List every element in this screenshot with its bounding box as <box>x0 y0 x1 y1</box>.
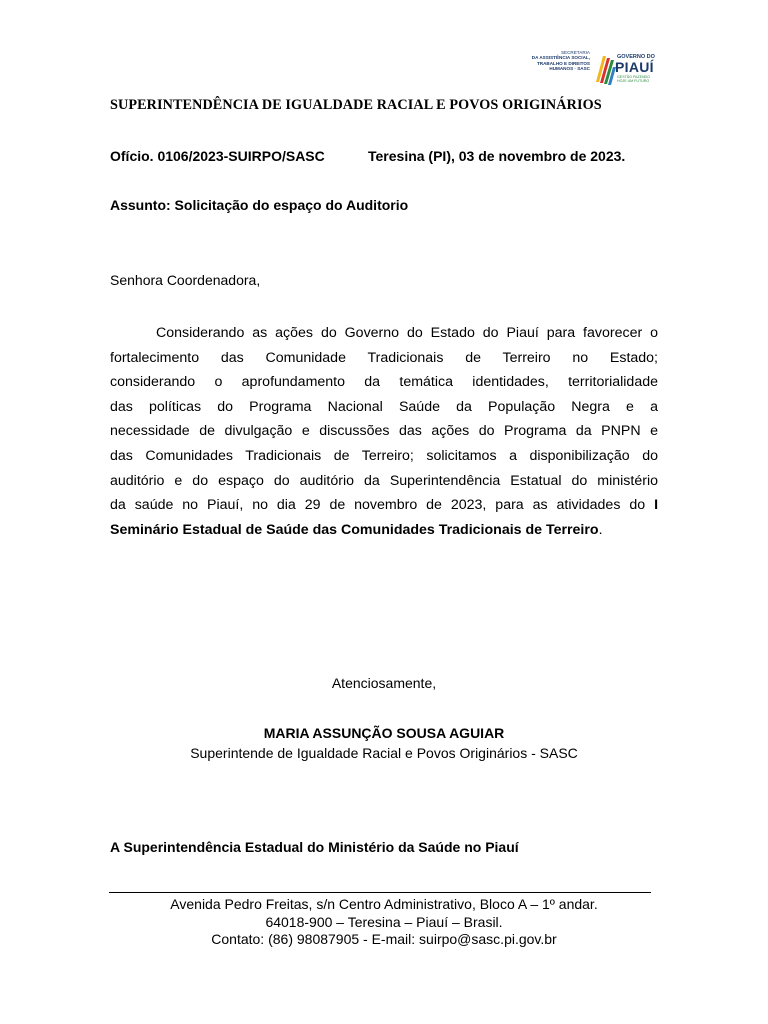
body-line: auditório e do espaço do auditório da Superintendência Estatual do ministério <box>110 472 658 489</box>
government-logo <box>508 50 655 88</box>
footer-city: 64018-900 – Teresina – Piauí – Brasil. <box>265 913 503 930</box>
gov-label: GOVERNO DO <box>617 54 655 60</box>
oficio-number: Ofício. 0106/2023-SUIRPO/SASC <box>110 148 325 164</box>
body-line: necessidade de divulgação e discussões das ações do Programa da PNPN e <box>110 423 658 440</box>
date-line: Teresina (PI), 03 de novembro de 2023. <box>368 148 626 164</box>
closing: Atenciosamente, <box>331 675 437 691</box>
header-title: SUPERINTENDÊNCIA DE IGUALDADE RACIAL E POVOS ORIGINÁRIOS <box>110 97 602 113</box>
salutation: Senhora Coordenadora, <box>110 272 261 288</box>
body-line: fortalecimento das Comunidade Tradicionais de Terreiro no Estado; <box>110 349 658 366</box>
body-line: das políticas do Programa Nacional Saúde da População Negra e a <box>110 398 658 415</box>
footer <box>0 896 768 949</box>
body-line: Considerando as ações do Governo do Estado do Piauí para favorecer o <box>156 325 658 341</box>
state-name: PIAUÍ <box>615 59 654 75</box>
body-line: considerando o aprofundamento da temática identidades, territorialidade <box>110 374 658 391</box>
recipient: A Superintendência Estadual do Ministério da Saúde no Piauí <box>110 839 519 855</box>
logo-tagline: GESTÃO FAZENDO HOJE UM FUTURO <box>617 75 650 83</box>
secretariat-name: SECRETARIA DA ASSISTÊNCIA SOCIAL, TRABALHO E DIREITOS HUMANOS · SASC <box>531 50 590 71</box>
footer-divider <box>109 892 651 893</box>
signer-name: MARIA ASSUNÇÃO SOUSA AGUIAR <box>263 725 505 741</box>
stripes-emblem-icon <box>594 52 616 86</box>
body-line: das Comunidades Tradicionais de Terreiro; solicitamos a disponibilização do <box>110 447 658 464</box>
event-name: Seminário Estadual de Saúde das Comunidades Tradicionais de Terreiro <box>110 521 599 538</box>
body-line: Seminário Estadual de Saúde das Comunidades Tradicionais de Terreiro. <box>110 521 603 538</box>
body-line: da saúde no Piauí, no dia 29 de novembro de 2023, para as atividades do I <box>110 497 659 514</box>
letter-body <box>110 321 658 542</box>
signer-title: Superintende de Igualdade Racial e Povos Originários - SASC <box>190 745 578 761</box>
footer-address: Avenida Pedro Freitas, s/n Centro Administrativo, Bloco A – 1º andar. <box>170 896 598 912</box>
subject-line: Assunto: Solicitação do espaço do Auditorio <box>110 197 409 213</box>
footer-contact: Contato: (86) 98087905 - E-mail: suirpo@sasc.pi.gov.br <box>211 931 557 947</box>
